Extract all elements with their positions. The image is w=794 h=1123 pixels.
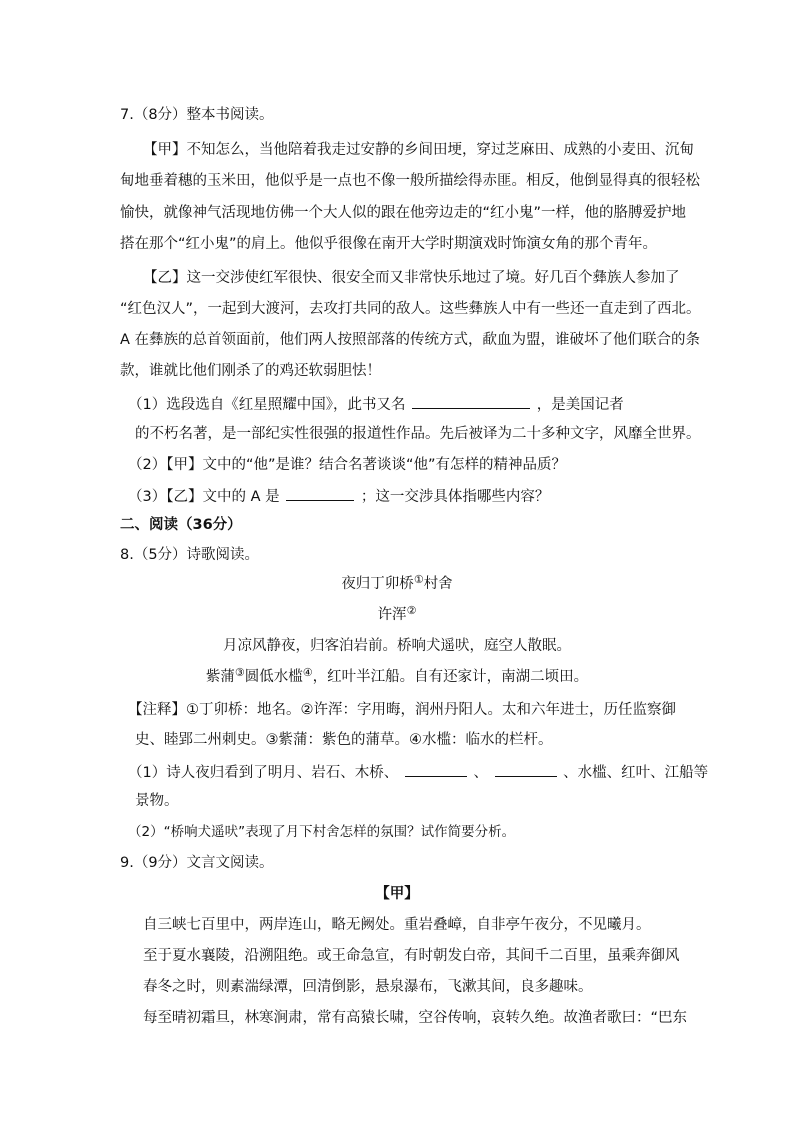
poem-author-text: 许浑 [377, 607, 407, 623]
q8-sub1-text-c: 、水槛、红叶、江船等 [563, 765, 709, 781]
q7-sub1-line-2: 的不朽名著，是一部纪实性很强的报道性作品。先后被译为二十多种文字，风靡全世界。 [135, 426, 701, 442]
poem-line-2-c: ，红叶半江船。自有还家计，南湖二顷田。 [312, 669, 589, 685]
q8-sub1-sep: 、 [473, 765, 488, 781]
q7-jia-line-2: 甸地垂着穗的玉米田，他似乎是一点也不像一般所描绘得赤匪。相反，他倒显得真的很轻松 [120, 173, 700, 189]
q7-yi-line-1: 【乙】这一交涉使红军很快、很安全而又非常快乐地过了境。好几百个彝族人参加了 [143, 270, 680, 286]
q8-sub1-text-a: （1）诗人夜归看到了明月、岩石、木桥、 [128, 765, 399, 781]
poem-title [0, 574, 794, 595]
q7-yi-line-3: A 在彝族的总首领面前，他们两人按照部落的传统方式，歃血为盟，谁破坏了他们联合的条 [120, 332, 701, 348]
q7-sub3 [128, 486, 549, 507]
q7-header: 7.（8分）整本书阅读。 [120, 107, 274, 123]
q7-jia-line-1: 【甲】不知怎么，当他陪着我走过安静的乡间田埂，穿过芝麻田、成熟的小麦田、沉甸 [143, 142, 694, 158]
q7-sub2: （2）【甲】文中的“他”是谁？结合名著谈谈“他”有怎样的精神品质？ [128, 457, 567, 473]
poem-line-2-a: 紫蒲 [205, 669, 235, 685]
poem-title-tail: 村舍 [423, 576, 453, 592]
q7-yi-line-2: “红色汉人”，一起到大渡河，去攻打共同的敌人。这些彝族人中有一些还一直走到了西北。 [120, 301, 701, 317]
q7-yi-line-4: 款，谁就比他们刚杀了的鸡还软弱胆怯！ [120, 363, 381, 379]
q8-sub2: （2）“桥响犬遥吠”表现了月下村舍怎样的氛围？试作简要分析。 [128, 824, 516, 840]
footnote-marker-4: ④ [302, 666, 313, 679]
q7-sub3-text-b: ；这一交涉具体指哪些内容？ [360, 489, 550, 505]
q7-sub1-line-1 [128, 394, 624, 415]
q9-header: 9.（9分）文言文阅读。 [120, 855, 274, 871]
q7-sub1-text-b: ，是美国记者 [536, 397, 624, 413]
q8-sub1-line-2: 景物。 [135, 793, 179, 809]
q7-jia-line-3: 愉快，就像神气活现地仿佛一个大人似的跟在他旁边走的“红小鬼”一样，他的胳膊爱护地 [120, 205, 687, 221]
footnote-marker-3: ③ [234, 666, 245, 679]
q8-sub1-blank-1[interactable] [405, 762, 467, 777]
q9-text-line-4: 每至晴初霜旦，林寒涧肃，常有高猿长啸，空谷传响，哀转久绝。故渔者歌曰：“巴东 [143, 1010, 688, 1026]
footnote-marker-2: ② [406, 604, 417, 617]
poem-line-2 [0, 667, 794, 688]
q7-sub3-blank[interactable] [286, 486, 354, 501]
footnote-marker-1: ① [413, 573, 424, 586]
q9-jia-title: 【甲】 [375, 886, 419, 902]
q9-text-line-2: 至于夏水襄陵，沿溯阻绝。或王命急宣，有时朝发白帝，其间千二百里，虽乘奔御风 [143, 948, 680, 964]
poem-note-line-1: 【注释】①丁卯桥：地名。②许浑：字用晦，润州丹阳人。太和六年进士，历任监察御 [128, 702, 676, 718]
q7-sub3-text-a: （3）【乙】文中的 A 是 [128, 489, 280, 505]
q8-sub1-line-1 [128, 762, 708, 783]
q9-text-line-3: 春冬之时，则素湍绿潭，回清倒影，悬泉瀑布，飞漱其间，良多趣味。 [143, 979, 593, 995]
poem-title-text: 夜归丁卯桥 [341, 576, 414, 592]
q8-sub1-blank-2[interactable] [495, 762, 557, 777]
poem-author [0, 605, 794, 626]
poem-note-line-2: 史、睦郢二州刺史。③紫蒲：紫色的蒲草。④水槛：临水的栏杆。 [135, 732, 553, 748]
q7-sub1-blank[interactable] [412, 394, 530, 409]
q8-header: 8.（5分）诗歌阅读。 [120, 547, 260, 563]
poem-line-1: 月凉风静夜，归客泊岩前。桥响犬遥吠，庭空人散眠。 [223, 638, 571, 654]
q7-jia-line-4: 搭在那个“红小鬼”的肩上。他似乎很像在南开大学时期演戏时饰演女角的那个青年。 [120, 236, 658, 252]
section-2-heading: 二、阅读（36分） [120, 517, 242, 533]
q7-sub1-text-a: （1）选段选自《红星照耀中国》，此书又名 [128, 397, 406, 413]
q9-text-line-1: 自三峡七百里中，两岸连山，略无阙处。重岩叠嶂，自非亭午夜分，不见曦月。 [143, 917, 651, 933]
poem-line-2-b: 圆低水槛 [244, 669, 303, 685]
